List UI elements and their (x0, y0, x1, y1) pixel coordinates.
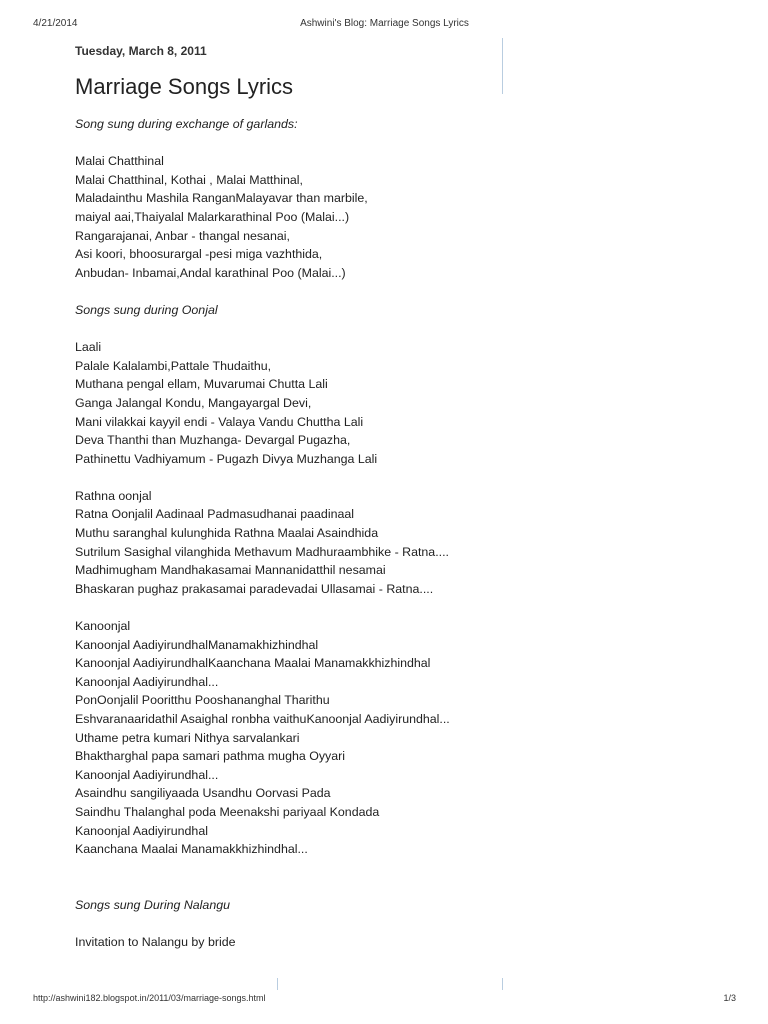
lyric-line: Rangarajanai, Anbar - thangal nesanai, (75, 228, 290, 243)
lyric-line: Ganga Jalangal Kondu, Mangayargal Devi, (75, 395, 312, 410)
lyric-line: Kanoonjal AadiyirundhalKaanchana Maalai Manamakkhizhindhal (75, 656, 431, 671)
lyric-line: Kanoonjal Aadiyirundhal... (75, 674, 219, 689)
lyric-line: Palale Kalalambi,Pattale Thudaithu, (75, 358, 272, 373)
section-heading: Songs sung during Oonjal (75, 302, 218, 317)
lyric-line: Malai Chatthinal (75, 154, 164, 169)
lyric-line: Muthana pengal ellam, Muvarumai Chutta Lali (75, 377, 328, 392)
lyric-line: Ratna Oonjalil Aadinaal Padmasudhanai paadinaal (75, 507, 354, 522)
section-nalangu (75, 896, 495, 952)
column-divider-top (502, 38, 503, 94)
section-heading: Song sung during exchange of garlands: (75, 117, 298, 131)
lyric-line: Eshvaranaaridathil Asaighal ronbha vaithuKanoonjal Aadiyirundhal... (75, 712, 450, 726)
lyric-line: Kanoonjal Aadiyirundhal (75, 823, 208, 838)
blog-post (75, 44, 495, 952)
section-rathna-oonjal (75, 487, 495, 599)
lyric-line: Saindhu Thalanghal poda Meenakshi pariyaal Kondada (75, 804, 380, 819)
spacer (75, 915, 495, 934)
spacer (75, 320, 495, 339)
lyric-line: Kanoonjal (75, 619, 131, 634)
section-oonjal (75, 301, 495, 468)
print-header (33, 18, 736, 32)
lyric-line: Madhimugham Mandhakasamai Mannanidatthil nesamai (75, 563, 386, 578)
page-url: http://ashwini182.blogspot.in/2011/03/marriage-songs.html (33, 993, 266, 1003)
lyric-line: Uthame petra kumari Nithya sarvalankari (75, 730, 300, 745)
column-divider-bottom-left (277, 978, 278, 990)
lyric-line: Pathinettu Vadhiyamum - Pugazh Divya Muzhanga Lali (75, 451, 378, 466)
lyric-line: Mani vilakkai kayyil endi - Valaya Vandu Chuttha Lali (75, 414, 364, 429)
lyric-line: Invitation to Nalangu by bride (75, 935, 236, 950)
lyric-line: Asaindhu sangiliyaada Usandhu Oorvasi Pada (75, 786, 331, 801)
lyric-line: maiyal aai,Thaiyalal Malarkarathinal Poo (Malai...) (75, 209, 350, 224)
lyric-line: Maladainthu Mashila RanganMalayavar than marbile, (75, 191, 368, 206)
lyric-line: Bhaktharghal papa samari pathma mugha Oyyari (75, 749, 345, 764)
lyric-line: Malai Chatthinal, Kothai , Malai Matthinal, (75, 172, 303, 187)
lyric-line: Kanoonjal AadiyirundhalManamakhizhindhal (75, 637, 319, 652)
print-page-title: Ashwini's Blog: Marriage Songs Lyrics (300, 18, 469, 29)
lyric-line: Laali (75, 340, 102, 355)
spacer (75, 282, 495, 301)
post-title: Marriage Songs Lyrics (75, 74, 294, 99)
lyric-line: Anbudan- Inbamai,Andal karathinal Poo (Malai...) (75, 265, 346, 280)
lyric-line: Muthu saranghal kulunghida Rathna Maalai Asaindhida (75, 526, 379, 541)
section-garlands (75, 115, 495, 282)
post-date: Tuesday, March 8, 2011 (75, 44, 207, 58)
lyric-line: Deva Thanthi than Muzhanga- Devargal Pugazha, (75, 433, 351, 448)
lyric-line: Kanoonjal Aadiyirundhal... (75, 767, 219, 782)
spacer (75, 468, 495, 487)
print-date: 4/21/2014 (33, 18, 78, 29)
section-heading: Songs sung During Nalangu (75, 897, 230, 912)
spacer (75, 134, 495, 153)
lyric-line: Asi koori, bhoosurargal -pesi miga vazhthida, (75, 247, 323, 262)
spacer (75, 859, 495, 896)
spacer (75, 598, 495, 617)
lyric-line: Sutrilum Sasighal vilanghida Methavum Madhuraambhike - Ratna.... (75, 544, 449, 559)
print-footer (33, 993, 736, 1007)
lyric-line: Kaanchana Maalai Manamakkhizhindhal... (75, 842, 308, 857)
page-number: 1/3 (723, 993, 736, 1003)
section-kanoonjal (75, 617, 495, 859)
lyric-line: Rathna oonjal (75, 488, 152, 503)
lyric-line: Bhaskaran pughaz prakasamai paradevadai Ullasamai - Ratna.... (75, 581, 434, 596)
lyric-line: PonOonjalil Pooritthu Pooshananghal Tharithu (75, 693, 330, 708)
column-divider-bottom-right (502, 978, 503, 990)
